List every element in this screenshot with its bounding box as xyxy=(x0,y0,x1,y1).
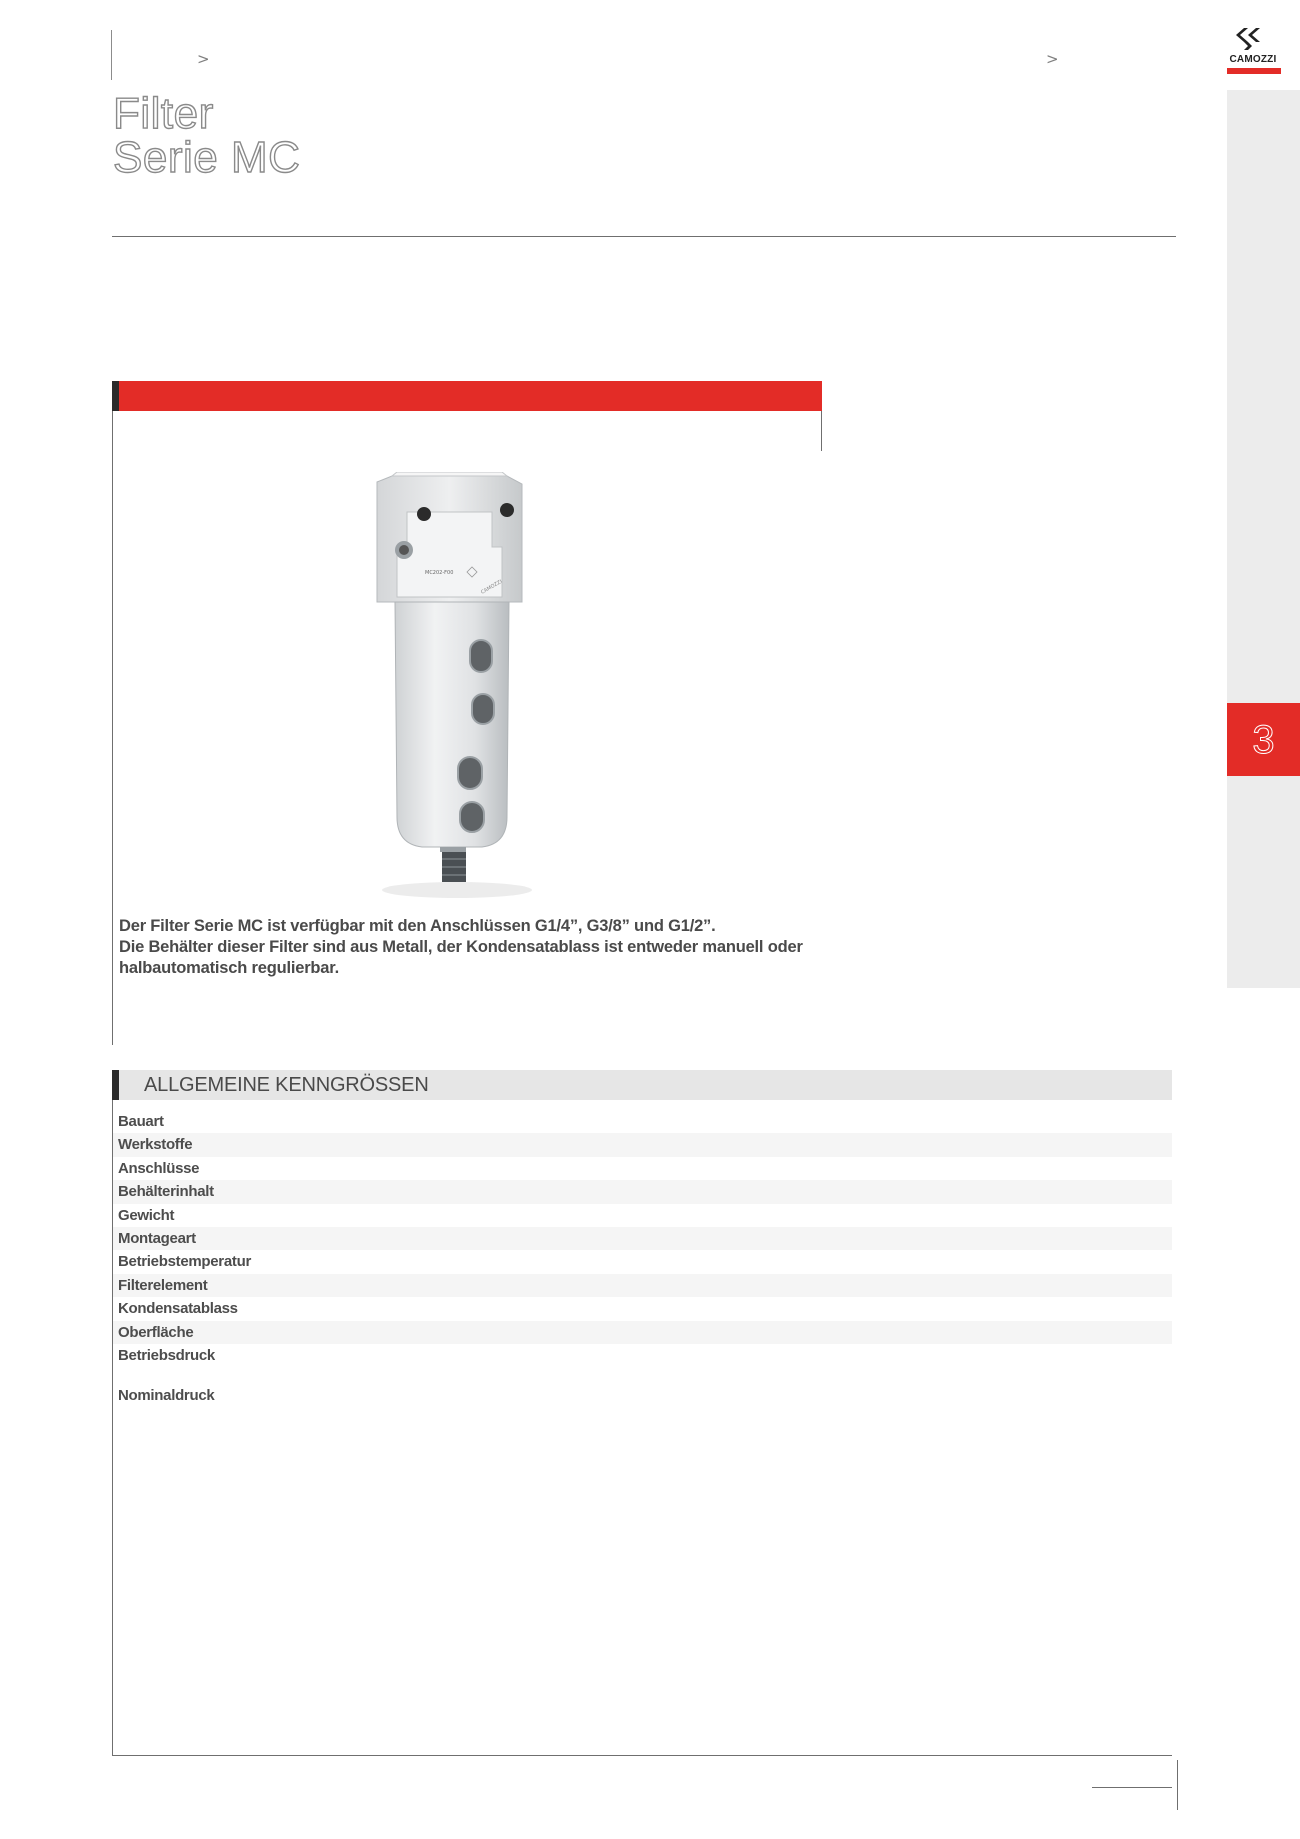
spec-label: Oberfläche xyxy=(118,1323,194,1341)
product-image xyxy=(352,472,562,902)
camozzi-logo-mark xyxy=(1222,24,1284,54)
spec-row-behaelterinhalt xyxy=(112,1180,1172,1203)
spec-row-bauart xyxy=(112,1110,1172,1133)
spec-label: Behälterinhalt xyxy=(118,1183,214,1201)
page-title-line-2: Serie MC xyxy=(113,133,301,182)
description-line-2: Die Behälter dieser Filter sind aus Metall, der Kondensatablass ist entweder manuell oder halbautomatisch regulierbar. xyxy=(119,938,803,977)
page-frame-bottom xyxy=(112,1755,1172,1756)
spec-label: Montageart xyxy=(118,1229,196,1247)
spec-label: Kondensatablass xyxy=(118,1300,238,1318)
filter-illustration xyxy=(352,472,562,902)
section-band xyxy=(112,381,822,411)
spec-row-anschluesse xyxy=(112,1157,1172,1180)
page-frame-left xyxy=(112,1100,113,1756)
spec-label: Betriebstemperatur xyxy=(118,1253,251,1271)
title-divider xyxy=(112,236,1176,237)
product-brand-mark: CAMOZZI xyxy=(480,578,504,596)
chapter-tab[interactable] xyxy=(1227,703,1300,776)
section-frame-right xyxy=(821,411,822,451)
spec-row-gewicht xyxy=(112,1204,1172,1227)
spec-table-header-edge xyxy=(112,1070,119,1100)
spec-row-montageart xyxy=(112,1227,1172,1250)
brand-accent-bar xyxy=(1227,68,1281,74)
spec-label: Gewicht xyxy=(118,1206,175,1224)
camozzi-logo xyxy=(1222,24,1284,74)
spec-row-nominaldruck xyxy=(112,1384,1172,1407)
spec-table-title: ALLGEMEINE KENNGRÖSSEN xyxy=(144,1074,429,1096)
spec-row-werkstoffe xyxy=(112,1133,1172,1156)
breadcrumb-divider xyxy=(111,30,112,80)
spec-label: Filterelement xyxy=(118,1276,208,1294)
description-line-1: Der Filter Serie MC ist verfügbar mit den Anschlüssen G1/4”, G3/8” und G1/2”. xyxy=(119,917,716,935)
product-label: MC202-F00 xyxy=(425,570,454,576)
spec-row-betriebstemperatur xyxy=(112,1250,1172,1273)
chapter-rail xyxy=(1227,90,1300,988)
page-title-line-1: Filter xyxy=(113,89,214,138)
chapter-number: 3 xyxy=(1252,718,1275,762)
section-frame-left xyxy=(112,411,113,1045)
spec-label: Betriebsdruck xyxy=(118,1346,215,1364)
breadcrumb-separator: > xyxy=(1046,50,1059,68)
spec-label: Werkstoffe xyxy=(118,1136,193,1154)
breadcrumb-separator: > xyxy=(197,50,210,68)
footer-rule xyxy=(1092,1787,1172,1788)
product-description xyxy=(119,916,839,979)
spec-row-filterelement xyxy=(112,1274,1172,1297)
brand-name: CAMOZZI xyxy=(1229,54,1277,65)
footer-divider xyxy=(1177,1760,1178,1810)
spec-row-oberflaeche xyxy=(112,1321,1172,1344)
spec-row-betriebsdruck xyxy=(112,1344,1172,1384)
spec-table xyxy=(112,1110,1172,1407)
spec-label: Nominaldruck xyxy=(118,1386,215,1404)
spec-label: Anschlüsse xyxy=(118,1159,200,1177)
spec-label: Bauart xyxy=(118,1113,164,1130)
spec-row-kondensatablass xyxy=(112,1297,1172,1320)
section-band-edge xyxy=(112,381,119,411)
